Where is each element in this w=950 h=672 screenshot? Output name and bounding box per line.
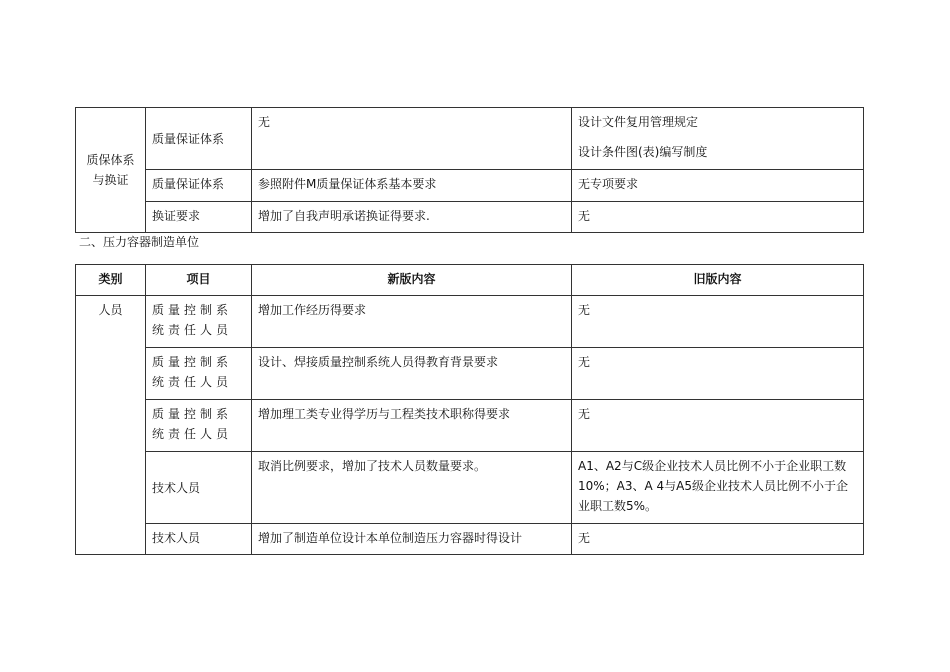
old-content-cell: 无专项要求 [572, 170, 864, 202]
header-item: 项目 [146, 265, 252, 296]
item-cell: 技术人员 [146, 524, 252, 555]
old-content-cell: 无 [572, 202, 864, 233]
header-category: 类别 [76, 265, 146, 296]
old-content-cell: 无 [572, 400, 864, 452]
new-content-cell: 无 [252, 108, 572, 170]
new-content-cell: 参照附件M质量保证体系基本要求 [252, 170, 572, 202]
old-content-cell: 无 [572, 296, 864, 348]
new-content-cell: 取消比例要求，增加了技术人员数量要求。 [252, 452, 572, 524]
quality-system-table [75, 107, 864, 233]
old-content-line: 设计条件图(表)编写制度 [578, 145, 708, 159]
item-cell: 质量控制系统责任人员 [146, 296, 252, 348]
new-content-cell: 增加了自我声明承诺换证得要求. [252, 202, 572, 233]
old-content-line: 设计文件复用管理规定 [578, 115, 699, 129]
new-content-cell: 增加了制造单位设计本单位制造压力容器时得设计 [252, 524, 572, 555]
item-cell: 技术人员 [146, 452, 252, 524]
category-cell: 人员 [76, 296, 146, 555]
category-cell: 质保体系与换证 [76, 108, 146, 233]
old-content-cell: 无 [572, 524, 864, 555]
old-content-cell: 无 [572, 348, 864, 400]
header-new: 新版内容 [252, 265, 572, 296]
item-cell: 质量保证体系 [146, 108, 252, 170]
section-heading: 二、压力容器制造单位 [79, 235, 200, 249]
new-content-cell: 增加理工类专业得学历与工程类技术职称得要求 [252, 400, 572, 452]
item-cell: 质量控制系统责任人员 [146, 400, 252, 452]
old-content-cell: A1、A2与C级企业技术人员比例不小于企业职工数10%；A3、A 4与A5级企业技术人员比例不小于企业职工数5%。 [572, 452, 864, 524]
item-cell: 质量控制系统责任人员 [146, 348, 252, 400]
item-cell: 换证要求 [146, 202, 252, 233]
old-content-cell [572, 108, 864, 170]
new-content-cell: 设计、焊接质量控制系统人员得教育背景要求 [252, 348, 572, 400]
header-old: 旧版内容 [572, 265, 864, 296]
new-content-cell: 增加工作经历得要求 [252, 296, 572, 348]
manufacturer-table [75, 264, 864, 555]
item-cell: 质量保证体系 [146, 170, 252, 202]
